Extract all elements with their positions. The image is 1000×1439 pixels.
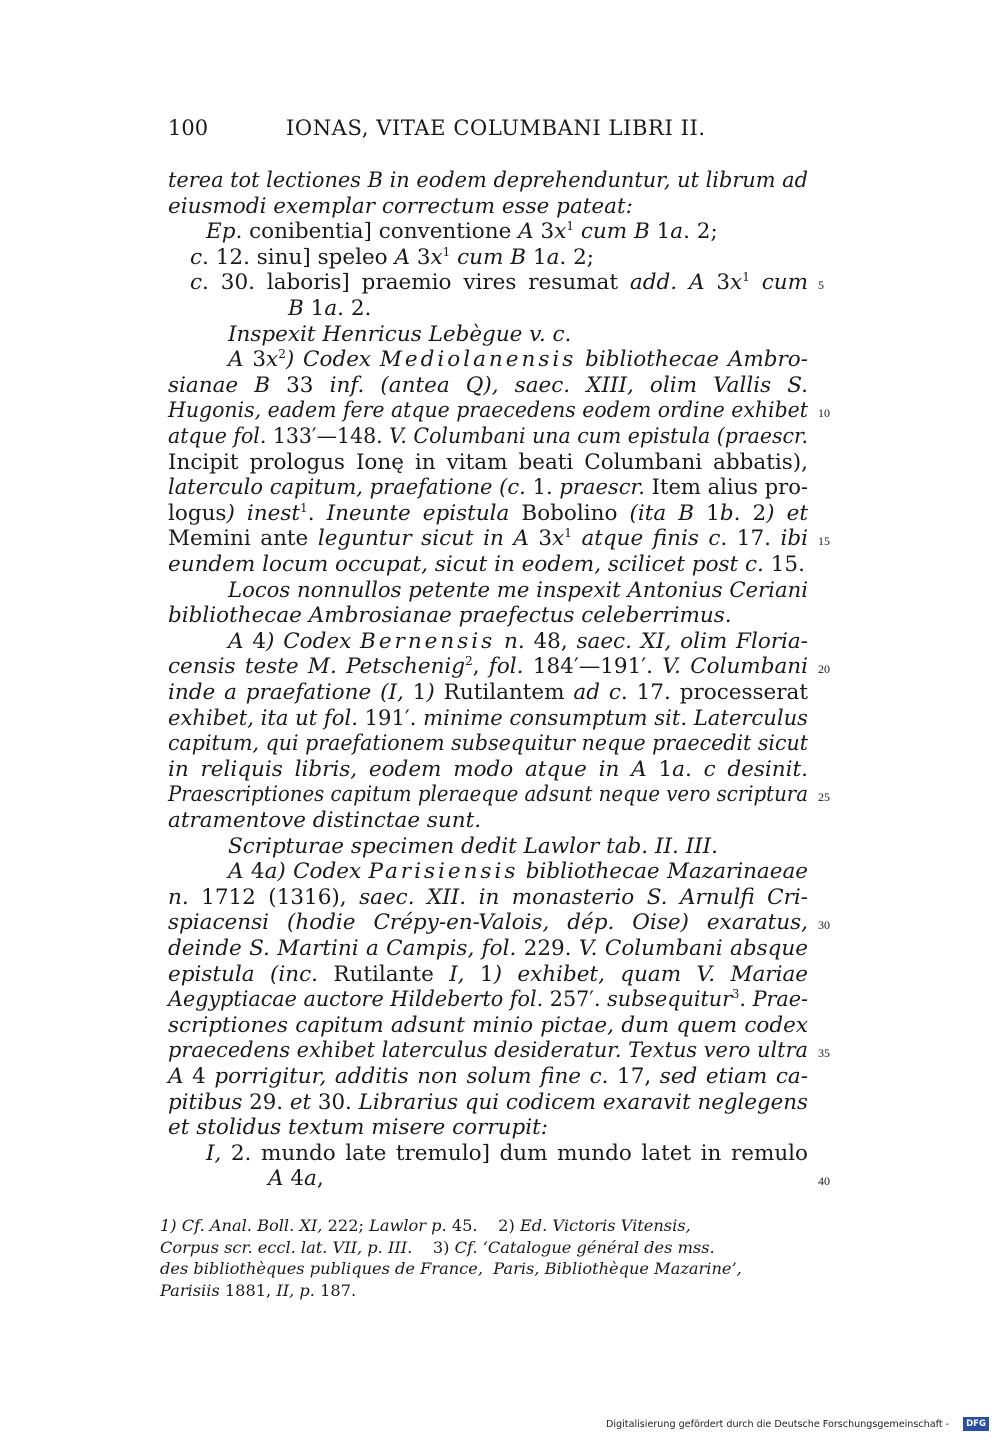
line-text: Hugonis, eadem fere atque praecedens eodem ordine exhibet <box>168 398 808 424</box>
line-number: 25 <box>818 790 830 805</box>
line-number: 15 <box>818 534 830 549</box>
text-line <box>0 296 1000 322</box>
text-line <box>0 1166 1000 1192</box>
text-line <box>0 322 1000 348</box>
line-text: Praescriptiones capitum pleraeque adsunt neque vero scriptura <box>168 782 808 808</box>
text-line <box>0 757 1000 783</box>
line-text: c. 30. laboris] praemio vires resumat add. A $3x^1$ cum <box>190 270 808 296</box>
line-text: A 4 porrigitur, additis non solum fine c. 17, sed etiam ca- <box>168 1064 808 1089</box>
line-text: deinde S. Martini a Campis, fol. 229. V. Columbani absque <box>168 936 808 961</box>
text-line <box>0 424 1000 450</box>
text-line <box>0 859 1000 885</box>
line-text: inde a praefatione (I, 1) Rutilantem ad c. 17. processerat <box>168 680 808 705</box>
line-text: Locos nonnullos petente me inspexit Antonius Ceriani <box>228 577 808 603</box>
text-line <box>0 936 1000 962</box>
line-text: epistula (inc. Rutilante I, 1) exhibet, quam V. Mariae <box>168 961 809 987</box>
page-header <box>168 116 828 148</box>
text-line <box>0 808 1000 834</box>
line-text: sianae B 33 inf. (antea Q), saec. XIII, olim Vallis S. <box>168 372 808 398</box>
line-number: 20 <box>818 662 830 677</box>
footnote-line: Corpus scr. eccl. lat. VII, p. III. 3) Cf. ‘Catalogue général des mss. <box>160 1237 715 1257</box>
text-line <box>0 219 1000 245</box>
line-text: B 1a. 2. <box>288 296 372 321</box>
line-text: c. 12. sinu] speleo A $3x^1$ cum B 1a. 2; <box>190 244 594 270</box>
line-text: Aegyptiacae auctore Hildeberto fol. 257′. subsequitur$^3$. Prae- <box>168 987 808 1013</box>
line-text: atramentove distinctae sunt. <box>168 808 482 833</box>
line-text: logus) inest$^1$. Ineunte epistula Bobolino (ita B 1b. 2) et <box>168 500 808 526</box>
line-text: Scripturae specimen dedit Lawlor tab. II. III. <box>228 833 718 859</box>
text-line <box>0 526 1000 552</box>
text-line <box>0 1090 1000 1116</box>
text-line <box>0 680 1000 706</box>
text-line <box>0 1013 1000 1039</box>
footnote-line: des bibliothèques publiques de France, Paris, Bibliothèque Mazarine’, <box>160 1259 742 1278</box>
text-line <box>0 1115 1000 1141</box>
line-text: A 4) Codex Bernensis n. 48, saec. XI, olim Floria- <box>228 628 808 654</box>
text-line <box>0 1064 1000 1090</box>
line-number: 10 <box>818 406 830 421</box>
line-text: Memini ante leguntur sicut in A $3x^1$ atque finis c. 17. ibi <box>168 526 809 552</box>
text-line <box>0 168 1000 194</box>
text-line <box>0 782 1000 808</box>
digitization-credit: Digitalisierung gefördert durch die Deutsche Forschungsgemeinschaft - <box>606 1419 950 1430</box>
text-line <box>0 373 1000 399</box>
line-text: n. 1712 (1316), saec. XII. in monasterio S. Arnulfi Cri- <box>168 884 808 910</box>
text-line <box>0 552 1000 578</box>
text-line <box>0 629 1000 655</box>
text-line <box>0 450 1000 476</box>
line-text: eiusmodi exemplar correctum esse pateat: <box>168 193 633 219</box>
line-text: terea tot lectiones B in eodem deprehenduntur, ut librum ad <box>168 168 808 193</box>
text-line <box>0 245 1000 271</box>
line-text: A 4a) Codex Parisiensis bibliothecae Mazarinaeae <box>228 859 809 885</box>
text-line <box>0 731 1000 757</box>
line-text: capitum, qui praefationem subsequitur neque praecedit sicut <box>168 731 808 757</box>
line-text: praecedens exhibet laterculus desideratur. Textus vero ultra <box>168 1038 808 1064</box>
dfg-logo: DFG <box>963 1417 989 1431</box>
footnote-line: 1) Cf. Anal. Boll. XI, 222; Lawlor p. 45. 2) Ed. Victoris Vitensis, <box>160 1216 691 1235</box>
line-number: 40 <box>818 1174 830 1189</box>
text-line <box>0 398 1000 424</box>
text-line <box>0 578 1000 604</box>
line-text: atque fol. 133′—148. V. Columbani una cum epistula (praescr. <box>168 424 808 449</box>
text-line <box>0 347 1000 373</box>
line-number: 30 <box>818 918 830 933</box>
text-line <box>0 475 1000 501</box>
line-text: et stolidus textum misere corrupit: <box>168 1115 549 1141</box>
line-text: A 4a, <box>268 1166 324 1192</box>
line-number: 35 <box>818 1046 830 1061</box>
line-text: Inspexit Henricus Lebègue v. c. <box>228 321 572 347</box>
text-line <box>0 706 1000 732</box>
line-text: spiacensi (hodie Crépy-en-Valois, dép. Oise) exaratus, <box>168 910 808 936</box>
text-line <box>0 603 1000 629</box>
line-text: I, 2. mundo late tremulo] dum mundo latet in remulo <box>206 1140 808 1166</box>
line-text: censis teste M. Petschenig$^2$, fol. 184′—191′. V. Columbani <box>168 654 808 680</box>
running-title: IONAS, VITAE COLUMBANI LIBRI II. <box>286 116 706 140</box>
text-line <box>0 194 1000 220</box>
text-line <box>0 987 1000 1013</box>
line-text: pitibus 29. et 30. Librarius qui codicem exaravit neglegens <box>168 1089 808 1115</box>
line-text: Incipit prologus Ionę in vitam beati Columbani abbatis), <box>168 449 808 475</box>
text-line <box>0 654 1000 680</box>
text-line <box>0 885 1000 911</box>
text-line <box>0 962 1000 988</box>
footnote-line: Parisiis 1881, II, p. 187. <box>160 1280 357 1300</box>
line-text: A $3x^2$) Codex Mediolanensis bibliothecae Ambro- <box>228 347 808 373</box>
text-line <box>0 910 1000 936</box>
line-text: eundem locum occupat, sicut in eodem, scilicet post c. 15. <box>168 552 805 577</box>
line-text: laterculo capitum, praefatione (c. 1. praescr. Item alius pro- <box>168 475 808 501</box>
text-line <box>0 834 1000 860</box>
line-text: Ep. conibentia] conventione A $3x^1$ cum B 1a. 2; <box>206 219 718 245</box>
text-line <box>0 270 1000 296</box>
text-line <box>0 501 1000 527</box>
text-line <box>0 1141 1000 1167</box>
line-text: in reliquis libris, eodem modo atque in A 1a. c desinit. <box>168 756 808 782</box>
line-text: exhibet, ita ut fol. 191′. minime consumptum sit. Laterculus <box>168 705 808 731</box>
page-number: 100 <box>168 116 209 140</box>
line-number: 5 <box>818 278 824 293</box>
line-text: scriptiones capitum adsunt minio pictae, dum quem codex <box>168 1012 808 1038</box>
line-text: bibliothecae Ambrosianae praefectus celeberrimus. <box>168 603 732 629</box>
text-line <box>0 1038 1000 1064</box>
